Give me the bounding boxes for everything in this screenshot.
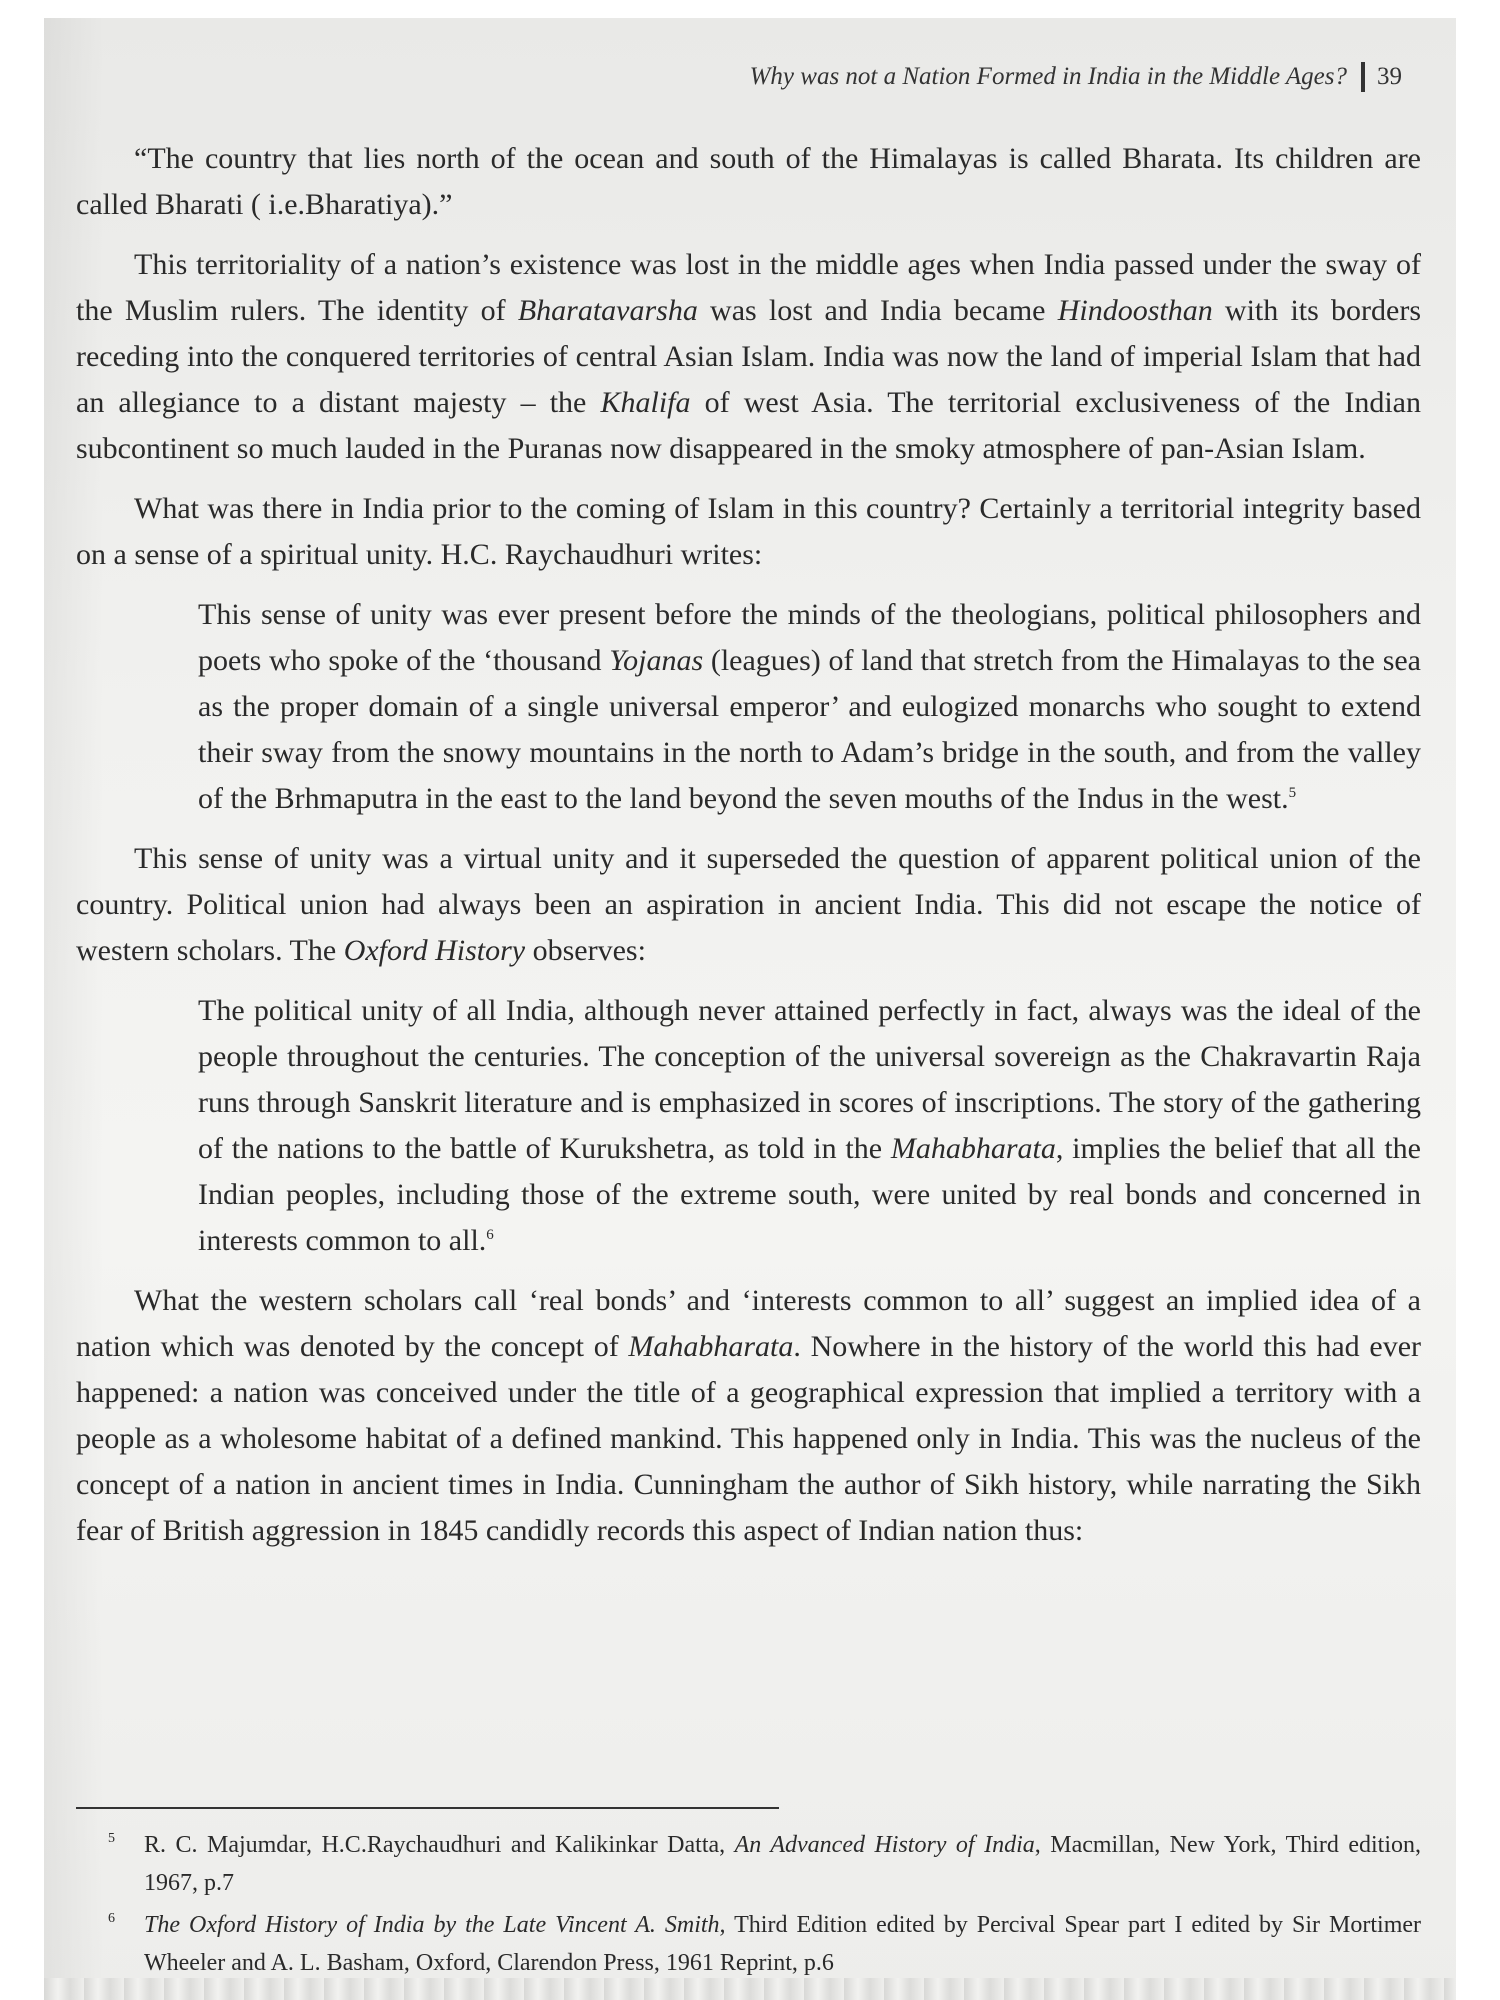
- page-bottom-edge: [44, 1978, 1456, 2000]
- footnote-6: 6 The Oxford History of India by the Late Vincent A. Smith, Third Edition edited by Percival Spear part I edited by Sir Mortimer Wheeler and A. L. Basham, Oxford, Clarendon Press, 1961 Reprint, p.6: [76, 1906, 1421, 1982]
- footnote-mark-6: 6: [108, 1911, 115, 1926]
- footnotes: [76, 1826, 1421, 1986]
- page-number: 39: [1377, 63, 1402, 90]
- term-mahabharata-2: Mahabharata: [628, 1330, 794, 1363]
- body-text: [76, 136, 1421, 1568]
- header-separator: [1361, 62, 1365, 92]
- term-bharatavarsha: Bharatavarsha: [517, 294, 698, 327]
- term-mahabharata: Mahabharata: [890, 1132, 1056, 1165]
- term-khalifa: Khalifa: [600, 386, 691, 419]
- footnote-mark-5: 5: [108, 1831, 115, 1846]
- term-yojanas: Yojanas: [609, 644, 704, 677]
- footnote-ref-5[interactable]: 5: [1288, 785, 1297, 801]
- paragraph-4: This sense of unity was a virtual unity and it superseded the question of apparent political union of the country. Political union had always been an aspiration in ancient India. This did not escape the notice of western scholars. The Oxford History observes:: [76, 842, 1421, 967]
- running-title: Why was not a Nation Formed in India in the Middle Ages?: [749, 63, 1347, 90]
- paragraph-5: What the western scholars call ‘real bonds’ and ‘interests common to all’ suggest an implied idea of a nation which was denoted by the concept of Mahabharata. Nowhere in the history of the world this had ever happened: a nation was conceived under the title of a geographical expression that implied a territory with a people as a wholesome habitat of a defined mankind. This happened only in India. This was the nucleus of the concept of a nation in ancient times in India. Cunningham the author of Sikh history, while narrating the Sikh fear of British aggression in 1845 candidly records this aspect of Indian nation thus:: [76, 1284, 1422, 1547]
- block-quote-2: The political unity of all India, although never attained perfectly in fact, always was the ideal of the people throughout the centuries. The conception of the universal sovereign as the Chakravartin Raja runs through Sanskrit literature and is emphasized in scores of inscriptions. The story of the gathering of the nations to the battle of Kurukshetra, as told in the Mahabharata, implies the belief that all the Indian peoples, including those of the extreme south, were united by real bonds and concerned in interests common to all.$^6$: [198, 994, 1421, 1257]
- paragraph-1: “The country that lies north of the ocean and south of the Himalayas is called Bharata. Its children are called Bharati ( i.e.Bharatiya).”: [76, 142, 1421, 221]
- footnote-5-book-title: An Advanced History of India: [734, 1832, 1035, 1858]
- paragraph-2: This territoriality of a nation’s existence was lost in the middle ages when India passed under the sway of the Muslim rulers. The identity of Bharatavarsha was lost and India became Hindoosthan with its borders receding into the conquered territories of central Asian Islam. India was now the land of imperial Islam that had an allegiance to a distant majesty – the Khalifa of west Asia. The territorial exclusiveness of the Indian subcontinent so much lauded in the Puranas now disappeared in the smoky atmosphere of pan-Asian Islam.: [76, 248, 1421, 465]
- term-oxford-history: Oxford History: [343, 934, 526, 967]
- footnote-divider: [76, 1807, 779, 1809]
- paragraph-3: What was there in India prior to the coming of Islam in this country? Certainly a territorial integrity based on a sense of a spiritual unity. H.C. Raychaudhuri writes:: [76, 492, 1421, 571]
- block-quote-1: This sense of unity was ever present before the minds of the theologians, political philosophers and poets who spoke of the ‘thousand Yojanas (leagues) of land that stretch from the Himalayas to the sea as the proper domain of a single universal emperor’ and eulogized monarchs who sought to extend their sway from the snowy mountains in the north to Adam’s bridge in the south, and from the valley of the Brhmaputra in the east to the land beyond the seven mouths of the Indus in the west.$^5$: [198, 598, 1422, 815]
- running-header: [750, 62, 1402, 92]
- footnote-6-book-title: The Oxford History of India by the Late Vincent A. Smith,: [144, 1912, 726, 1938]
- book-page: [44, 18, 1456, 2000]
- footnote-ref-6[interactable]: 6: [486, 1227, 494, 1243]
- term-hindoosthan: Hindoosthan: [1057, 294, 1213, 327]
- footnote-5: 5 R. C. Majumdar, H.C.Raychaudhuri and Kalikinkar Datta, An Advanced History of India, Macmillan, New York, Third edition, 1967, p.7: [76, 1826, 1421, 1902]
